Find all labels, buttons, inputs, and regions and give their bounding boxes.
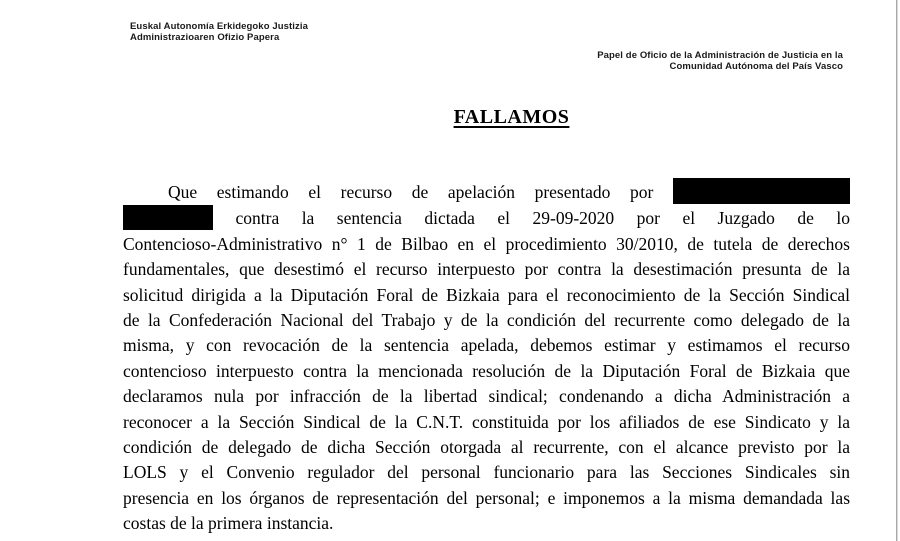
ruling-heading: FALLAMOS [453, 106, 570, 128]
body-line [123, 333, 850, 358]
letterhead-spanish-line1: Papel de Oficio de la Administración de Justicia en la [597, 50, 843, 61]
body-line-text: Contencioso-Administrativo n° 1 de Bilbao en el procedimiento 30/2010, de tutela de derechos [123, 233, 850, 254]
body-line-text: costas de la primera instancia. [123, 513, 334, 534]
body-line [123, 384, 850, 409]
body-line-text: presencia en los órganos de representación del personal; e imponemos a la misma demandada las [123, 487, 850, 508]
letterhead-spanish [597, 50, 843, 72]
body-line [123, 178, 850, 205]
body-line-text: declaramos nula por infracción de la libertad sindical; condenando a dicha Administración a [123, 386, 850, 407]
body-line-text: de la Confederación Nacional del Trabajo y de la condición del recurrente como delegado de la [123, 310, 850, 331]
letterhead-basque-line1: Euskal Autonomía Erkidegoko Justizia [130, 21, 308, 32]
letterhead-basque [130, 21, 308, 43]
redaction-box [123, 205, 213, 230]
body-line-text: condición de delegado de dicha Sección otorgada al recurrente, con el alcance previsto por la [123, 437, 850, 458]
body-line-text: solicitud dirigida a la Diputación Foral de Bizkaia para el reconocimiento de la Sección Sindical [123, 284, 850, 305]
body-line [123, 257, 850, 282]
body-line [123, 486, 850, 511]
body-line [123, 511, 850, 536]
body-line [123, 232, 850, 257]
body-line [123, 359, 850, 384]
body-line [123, 435, 850, 460]
body-line-text: Que estimando el recurso de apelación presentado por [168, 182, 654, 202]
body-line-text: fundamentales, que desestimó el recurso interpuesto por contra la desestimación presunta de la [123, 259, 850, 280]
redaction-box [673, 178, 850, 204]
body-line [123, 283, 850, 308]
letterhead-spanish-line2: Comunidad Autónoma del País Vasco [669, 61, 843, 72]
body-line [123, 205, 850, 231]
body-line-text: LOLS y el Convenio regulador del personal funcionario para las Secciones Sindicales sin [123, 462, 850, 483]
body-line-text: contencioso interpuesto contra la mencionada resolución de la Diputación Foral de Bizkaia que [123, 360, 850, 381]
body-line [123, 460, 850, 485]
body-line [123, 410, 850, 435]
body-line-text: reconocer a la Sección Sindical de la C.N.T. constituida por los afiliados de ese Sindicato y la [123, 411, 850, 432]
ruling-paragraph [123, 178, 850, 537]
page-edge-line [896, 0, 898, 541]
body-line-text: misma, y con revocación de la sentencia apelada, debemos estimar y estimamos el recurso [123, 335, 850, 356]
letterhead-basque-line2: Administrazioaren Ofizio Papera [130, 32, 280, 43]
body-line [123, 308, 850, 333]
body-line-text: contra la sentencia dictada el 29-09-2020 por el Juzgado de lo [235, 208, 850, 229]
